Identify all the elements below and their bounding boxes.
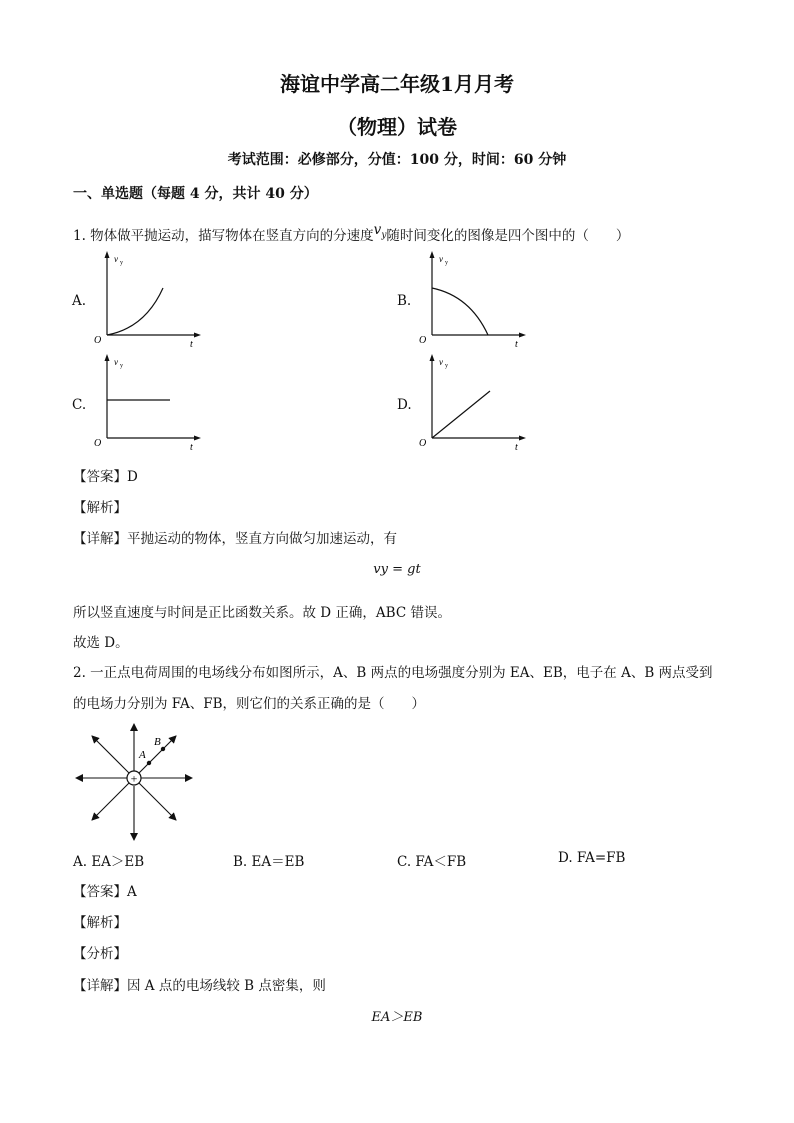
q2-formula: EA＞EB (371, 1010, 423, 1025)
q1-conclusion: 所以竖直速度与时间是正比函数关系。故 D 正确，ABC 错误。 (73, 605, 451, 621)
q1-option-b-label: B. (397, 293, 412, 309)
origin-label: O (419, 335, 427, 346)
q1-stem-post: 随时间变化的图像是四个图中的（ ） (386, 228, 630, 244)
q1-graph-c (90, 351, 205, 451)
q1-graph-d (415, 351, 530, 451)
q2-option-a: A. EA＞EB (73, 854, 145, 870)
axis-x-label: t (190, 339, 193, 348)
q1-formula: vy = gt (373, 562, 421, 577)
q2-stem-line2: 的电场力分别为 FA、FB，则它们的关系正确的是（ ） (73, 696, 426, 712)
q1-stem-var: $v_y$ (373, 222, 387, 241)
q2-option-d: D. FA=FB (558, 850, 626, 866)
q1-graph-a-curve (107, 288, 163, 335)
origin-label: O (94, 438, 102, 449)
axis-y-sub: y (120, 363, 123, 369)
charge-sign: + (130, 771, 138, 786)
axis-y-label: v (439, 357, 443, 367)
q2-option-c: C. FA＜FB (397, 854, 467, 870)
page-subtitle: （物理）试卷 (337, 115, 457, 139)
page-title: 海谊中学高二年级1月月考 (280, 72, 514, 96)
axis-x-label: t (515, 442, 518, 451)
point-b (161, 747, 165, 751)
q2-analysis-heading: 【解析】 (73, 915, 127, 931)
exam-info: 考试范围：必修部分，分值：100 分，时间：60 分钟 (227, 152, 567, 168)
q1-graph-b-curve (432, 288, 488, 335)
origin-label: O (419, 438, 427, 449)
axis-y-sub: y (445, 260, 448, 266)
q1-answer: 【答案】D (73, 469, 138, 485)
axis-y-sub: y (445, 363, 448, 369)
q1-graph-d-line (432, 391, 490, 438)
q2-field-figure (72, 720, 196, 844)
q2-detail: 【详解】因 A 点的电场线较 B 点密集，则 (73, 978, 326, 994)
q1-option-a-label: A. (72, 293, 87, 309)
section-heading: 一、单选题（每题 4 分，共计 40 分） (73, 186, 318, 202)
q1-choose: 故选 D。 (73, 635, 129, 651)
axis-x-label: t (515, 339, 518, 348)
q1-graph-a (90, 248, 205, 348)
q2-answer: 【答案】A (73, 884, 137, 900)
q1-graph-b (415, 248, 530, 348)
q1-stem-pre: 1. 物体做平抛运动，描写物体在竖直方向的分速度 (73, 228, 374, 244)
q1-option-d-label: D. (397, 397, 412, 413)
q1-detail: 【详解】平抛运动的物体，竖直方向做匀加速运动，有 (73, 531, 397, 547)
axis-y-label: v (439, 254, 443, 264)
axis-y-label: v (114, 254, 118, 264)
point-a (147, 761, 151, 765)
q1-option-c-label: C. (72, 397, 87, 413)
q1-analysis-heading: 【解析】 (73, 500, 127, 516)
q2-option-b: B. EA＝EB (233, 854, 305, 870)
axis-x-label: t (190, 442, 193, 451)
origin-label: O (94, 335, 102, 346)
axis-y-sub: y (120, 260, 123, 266)
q2-fenxi-heading: 【分析】 (73, 946, 127, 962)
q1-stem (73, 224, 629, 247)
axis-y-label: v (114, 357, 118, 367)
point-b-label: B (154, 736, 161, 748)
point-a-label: A (139, 749, 146, 761)
q2-stem-line1: 2. 一正点电荷周围的电场线分布如图所示，A、B 两点的电场强度分别为 EA、EB，电子在 A、B 两点受到 (73, 665, 713, 681)
